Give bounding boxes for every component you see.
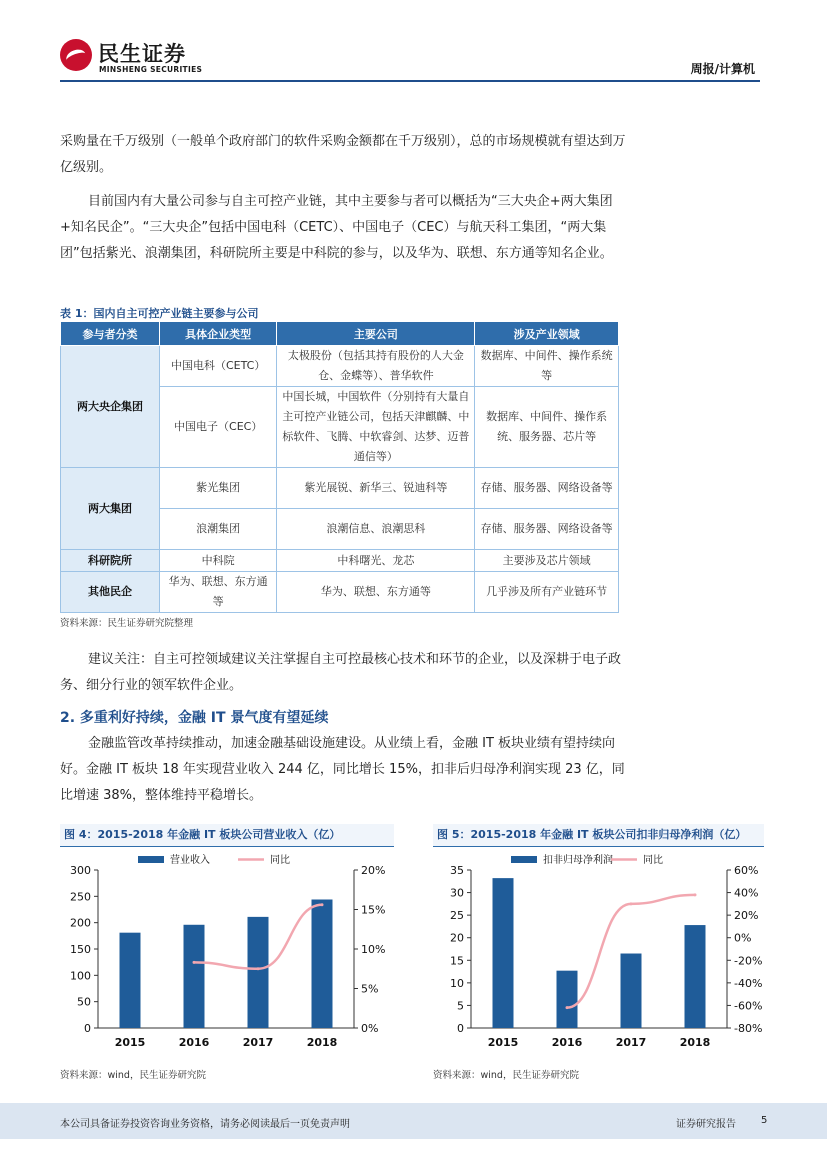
y-tick-label-left: 0 <box>84 1022 91 1035</box>
y-tick-label-left: 300 <box>70 864 91 877</box>
y-tick-label-right: 5% <box>361 982 379 996</box>
x-tick-label: 2017 <box>242 1036 274 1049</box>
chart-source: 资料来源：wind，民生证券研究院 <box>433 1070 579 1081</box>
table-cell: 中科院 <box>160 550 277 572</box>
header-divider <box>60 80 760 82</box>
y-tick-label-right: 15% <box>361 903 386 917</box>
table-cell: 数据库、中间件、操作系统、服务器、芯片等 <box>475 387 619 468</box>
table-header-cell: 具体企业类型 <box>160 322 277 346</box>
chart-title: 图 4：2015-2018 年金融 IT 板块公司营业收入（亿） <box>60 824 394 847</box>
legend-label: 同比 <box>270 855 290 866</box>
table-group-cell: 两大集团 <box>61 468 160 550</box>
table-cell: 太极股份（包括其持有股份的人大金仓、金蝶等）、普华软件 <box>277 346 475 387</box>
section-title: 2. 多重利好持续，金融 IT 景气度有望延续 <box>60 710 329 726</box>
x-tick-label: 2016 <box>178 1036 210 1049</box>
y-tick-label-right: 0% <box>734 931 752 945</box>
table-header-row <box>61 322 619 346</box>
bar <box>557 971 578 1028</box>
table-cell: 存储、服务器、网络设备等 <box>475 509 619 550</box>
table-title: 表 1：国内自主可控产业链主要参与公司 <box>60 307 259 320</box>
y-tick-label-left: 35 <box>450 864 464 877</box>
legend-label: 营业收入 <box>170 855 210 866</box>
line-point <box>566 1006 569 1009</box>
table-cell: 存储、服务器、网络设备等 <box>475 468 619 509</box>
line-point <box>694 893 697 896</box>
table-source: 资料来源：民生证券研究院整理 <box>60 618 194 629</box>
table-cell: 中国电子（CEC） <box>160 387 277 468</box>
table-cell: 紫光展锐、新华三、锐迪科等 <box>277 468 475 509</box>
y-tick-label-left: 5 <box>457 999 464 1013</box>
table-header-cell: 涉及产业领域 <box>475 322 619 346</box>
paragraph-2: 目前国内有大量公司参与自主可控产业链，其中主要参与者可以概括为“三大央企+两大集团+知名民企”。“三大央企”包括中国电科（CETC）、中国电子（CEC）与航天科工集团，“两大集团”包括紫光、浪潮集团，科研院所主要是中科院的参与，以及华为、联想、东方通等知名企业。 <box>60 194 613 261</box>
table-cell: 浪潮信息、浪潮思科 <box>277 509 475 550</box>
report-type: 周报/计算机 <box>690 62 755 76</box>
chart-source: 资料来源：wind，民生证券研究院 <box>60 1070 206 1081</box>
legend-label: 同比 <box>643 855 663 866</box>
y-tick-label-right: 20% <box>734 909 759 923</box>
table-header-cell: 参与者分类 <box>61 322 160 346</box>
y-tick-label-right: 10% <box>361 943 386 956</box>
x-tick-label: 2015 <box>114 1036 146 1049</box>
company-table <box>60 321 619 613</box>
bar <box>120 933 141 1028</box>
y-tick-label-right: -40% <box>734 976 763 990</box>
y-tick-label-left: 150 <box>70 943 91 956</box>
table-cell: 数据库、中间件、操作系统等 <box>475 346 619 387</box>
y-tick-label-left: 10 <box>450 976 464 990</box>
table-cell: 华为、联想、东方通等 <box>277 572 475 613</box>
footer-disclaimer: 本公司具备证券投资咨询业务资格，请务必阅读最后一页免责声明 <box>60 1119 350 1130</box>
chart-title: 图 5：2015-2018 年金融 IT 板块公司扣非归母净利润（亿） <box>433 824 764 847</box>
net-profit-chart <box>433 848 767 1058</box>
y-tick-label-left: 100 <box>70 969 91 983</box>
line-point <box>630 902 633 905</box>
y-tick-label-left: 30 <box>450 886 464 900</box>
footer-report-label: 证券研究报告 <box>676 1119 736 1130</box>
bar <box>621 954 642 1028</box>
table-cell: 浪潮集团 <box>160 509 277 550</box>
y-tick-label-left: 50 <box>77 995 91 1009</box>
x-tick-label: 2015 <box>487 1036 519 1049</box>
table-row <box>61 468 619 509</box>
y-tick-label-left: 15 <box>450 954 464 968</box>
x-tick-label: 2016 <box>551 1036 583 1049</box>
table-row <box>61 346 619 387</box>
table-row <box>61 550 619 572</box>
y-tick-label-left: 25 <box>450 909 464 923</box>
line-point <box>193 961 196 964</box>
legend-swatch-bar <box>511 856 537 863</box>
x-tick-label: 2017 <box>615 1036 647 1049</box>
paragraph-3: 建议关注：自主可控领域建议关注掌握自主可控最核心技术和环节的企业，以及深耕于电子政务、细分行业的领军软件企业。 <box>60 652 622 693</box>
y-tick-label-right: 40% <box>734 886 759 900</box>
brand-name-en: MINSHENG SECURITIES <box>99 65 203 74</box>
y-tick-label-right: 20% <box>361 864 386 877</box>
y-tick-label-right: 60% <box>734 864 759 877</box>
bar <box>493 878 514 1028</box>
table-cell: 主要涉及芯片领域 <box>475 550 619 572</box>
bar <box>248 917 269 1028</box>
table-cell: 中科曙光、龙芯 <box>277 550 475 572</box>
revenue-chart <box>60 848 394 1058</box>
table-header-cell: 主要公司 <box>277 322 475 346</box>
table-cell: 中国长城，中国软件（分别持有大量自主可控产业链公司，包括天津麒麟、中标软件、飞腾、中软睿剑、达梦、迈普通信等） <box>277 387 475 468</box>
table-group-cell: 两大央企集团 <box>61 346 160 468</box>
table-group-cell: 科研院所 <box>61 550 160 572</box>
x-tick-label: 2018 <box>306 1036 338 1049</box>
brand-name-cn: 民生证券 <box>98 42 186 66</box>
y-tick-label-right: -80% <box>734 1022 763 1035</box>
y-tick-label-right: -20% <box>734 954 763 968</box>
y-tick-label-right: 0% <box>361 1022 379 1035</box>
table-cell: 几乎涉及所有产业链环节 <box>475 572 619 613</box>
table-cell: 中国电科（CETC） <box>160 346 277 387</box>
y-tick-label-left: 0 <box>457 1022 464 1035</box>
paragraph-4: 金融监管改革持续推动，加速金融基础设施建设。从业绩上看，金融 IT 板块业绩有望持续向好。金融 IT 板块 18 年实现营业收入 244 亿，同比增长 15%，扣非后归母净利润实现 23 亿，同比增速 38%，整体维持平稳增长。 <box>60 736 625 803</box>
y-tick-label-right: -60% <box>734 999 763 1013</box>
y-tick-label-left: 20 <box>450 931 464 945</box>
legend-label: 扣非归母净利润 <box>543 855 613 866</box>
x-tick-label: 2018 <box>679 1036 711 1049</box>
bar <box>184 925 205 1028</box>
legend-swatch-bar <box>138 856 164 863</box>
table-cell: 华为、联想、东方通等 <box>160 572 277 613</box>
table-group-cell: 其他民企 <box>61 572 160 613</box>
table-cell: 紫光集团 <box>160 468 277 509</box>
company-logo-icon <box>60 39 92 71</box>
line-point <box>321 903 324 906</box>
y-tick-label-left: 200 <box>70 916 91 930</box>
bar <box>685 925 706 1028</box>
line-point <box>257 967 260 970</box>
table-row <box>61 572 619 613</box>
paragraph-1: 采购量在千万级别（一般单个政府部门的软件采购金额都在千万级别），总的市场规模就有望达到万亿级别。 <box>60 134 626 175</box>
y-tick-label-left: 250 <box>70 890 91 904</box>
bar <box>312 899 333 1028</box>
page-number: 5 <box>761 1115 768 1126</box>
